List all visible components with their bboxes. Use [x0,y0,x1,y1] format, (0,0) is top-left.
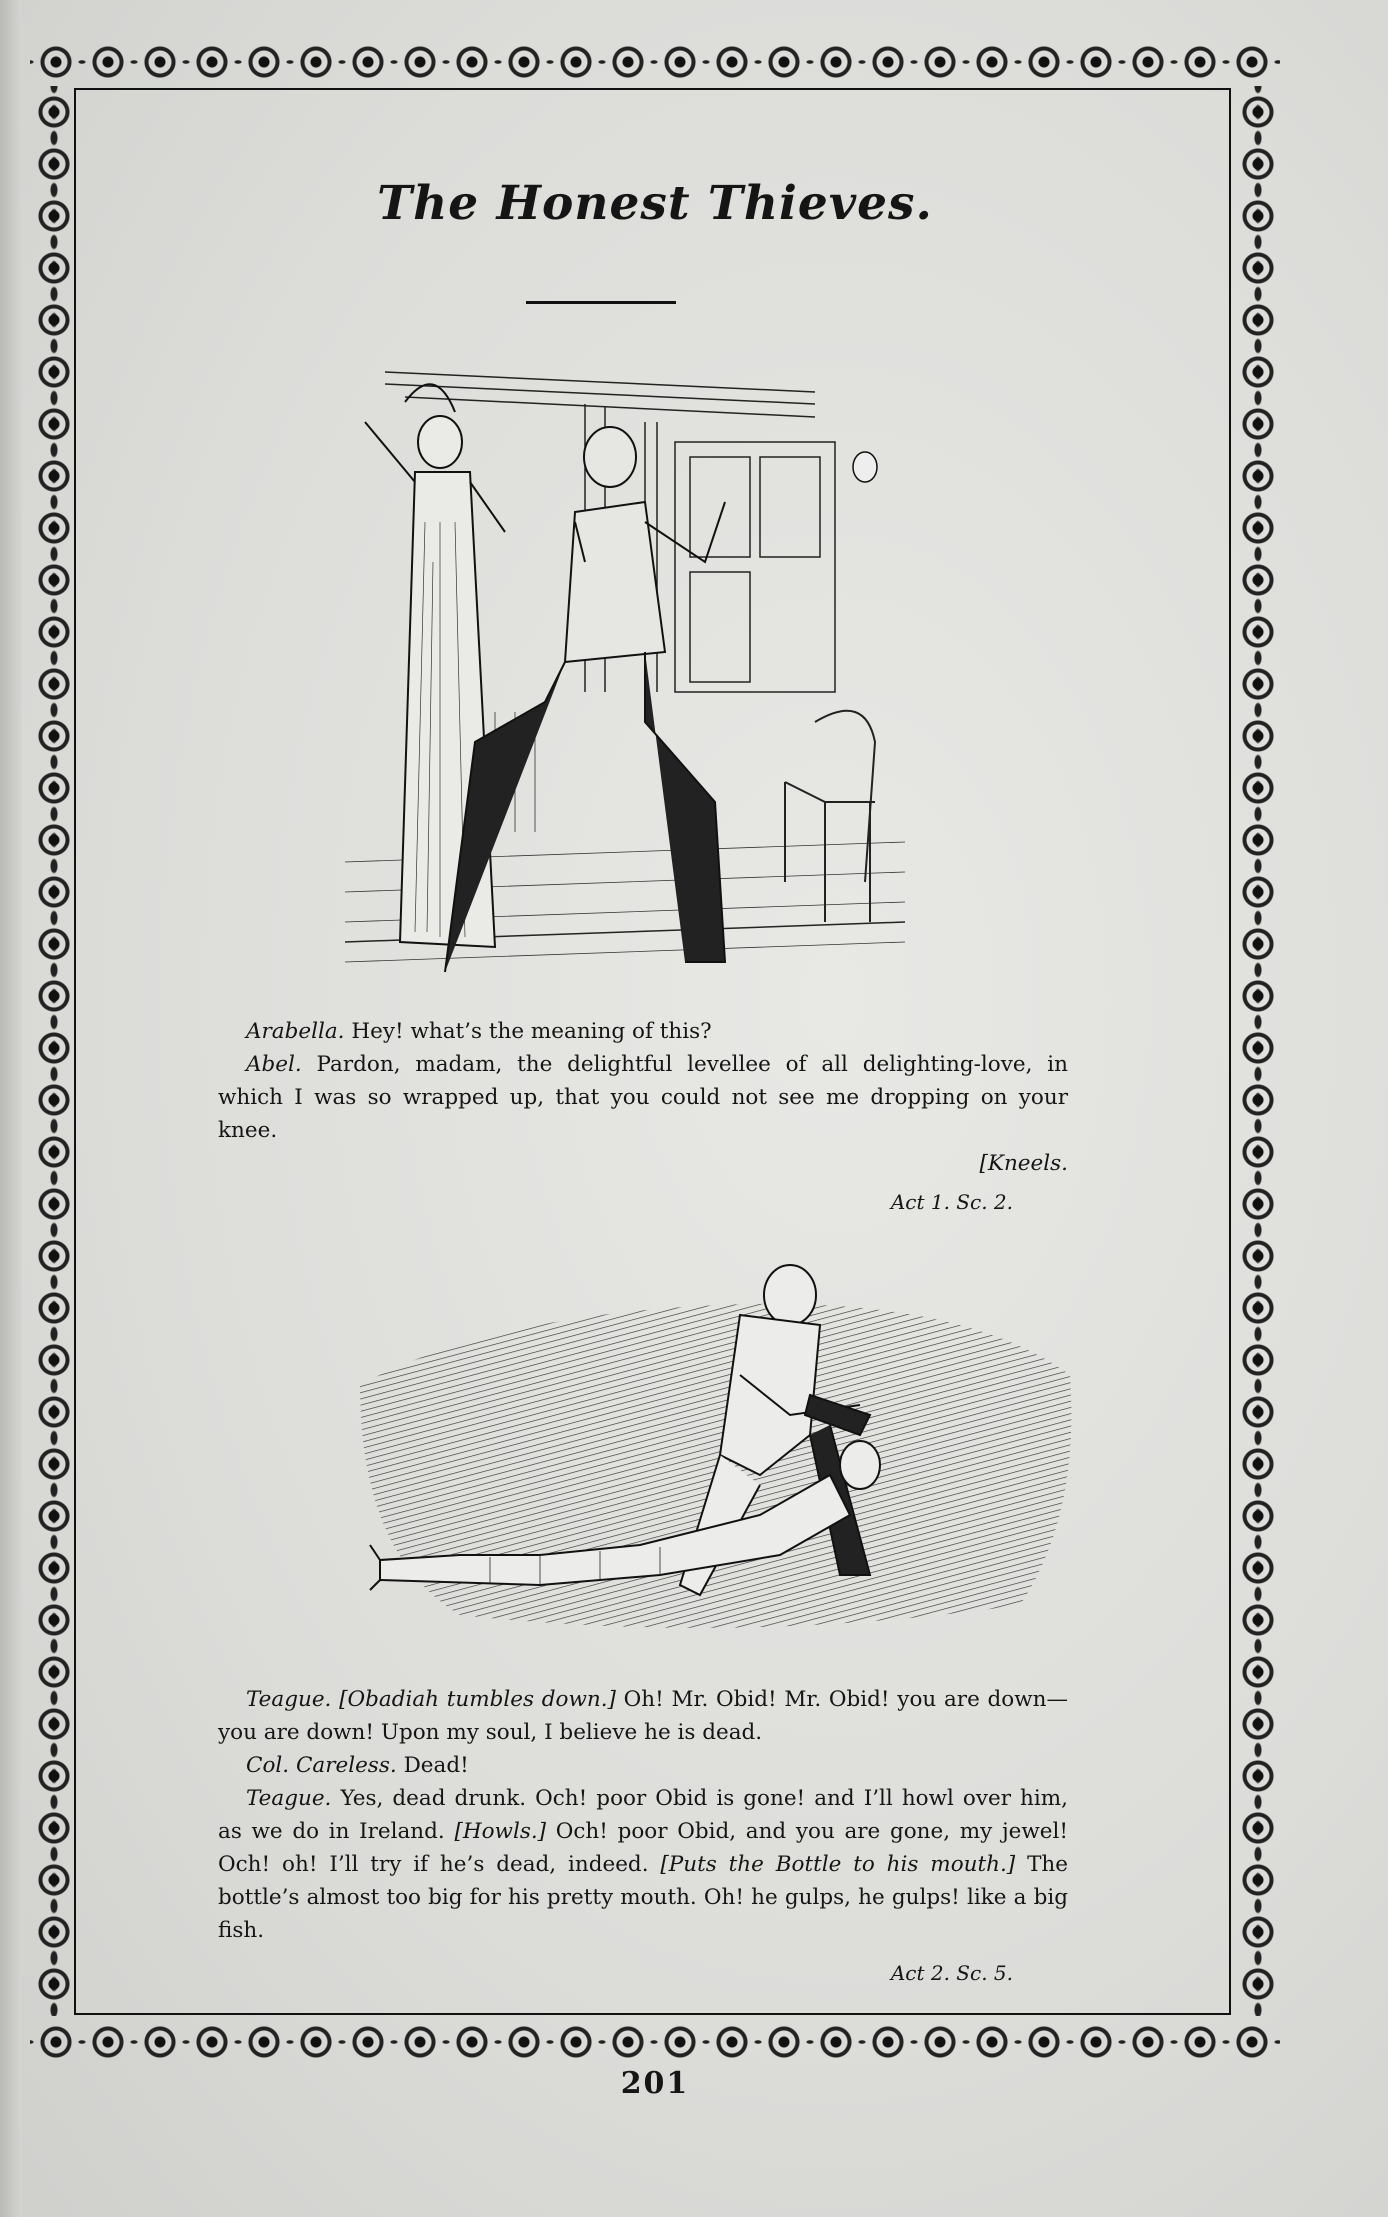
stage-direction-obadiah: [Obadiah tumbles down.] [339,1687,616,1712]
stage-direction-bottle: [Puts the Bottle to his mouth.] [660,1852,1016,1877]
teague-line-2a: Yes, dead drunk. Och! poor Obid is gone! and I’ll howl over him, as we do in Ireland. [218,1786,1068,1844]
teague-line-2b: Och! poor Obid, and you are gone, my jewel! Och! oh! I’ll try if he’s dead, indeed. [218,1819,1068,1877]
stage-direction-kneels: [Kneels. [979,1151,1068,1176]
page-title: The Honest Thieves. [377,176,933,231]
engraving-kneeling-svg [345,362,905,982]
teague-line-1: Oh! Mr. Obid! Mr. Obid! you are down—you are down! Upon my soul, I believe he is dead. [218,1687,1068,1745]
scene1-act-reference: Act 1. Sc. 2. [890,1190,1013,1214]
speaker-careless: Col. Careless. [246,1753,397,1778]
page-gutter-edge [0,0,22,2217]
engraving-kneeling-scene [345,362,905,982]
title-rule [526,301,676,304]
scene1-dialogue [218,1015,1068,1219]
scene2-act-reference: Act 2. Sc. 5. [890,1961,1013,1985]
engraving-bottle-svg [340,1255,1090,1655]
page-number: 201 [620,2066,690,2101]
ornamental-border-right [1236,86,1280,2016]
speaker-abel: Abel. [246,1052,302,1077]
speaker-teague-2: Teague. [246,1786,332,1811]
scene2-dialogue [218,1683,1068,1990]
ornamental-border-left [32,86,76,2016]
abel-line: Pardon, madam, the delightful levellee of all delighting-love, in which I was so wrapped up, that you could not see me dropping on your knee. [218,1052,1068,1143]
arabella-line: Hey! what’s the meaning of this? [351,1019,712,1044]
ornamental-border-bottom [30,2020,1280,2064]
speaker-teague: Teague. [246,1687,332,1712]
stage-direction-howls: [Howls.] [454,1819,547,1844]
speaker-arabella: Arabella. [246,1019,345,1044]
careless-line: Dead! [403,1753,469,1778]
teague-line-2c: The bottle’s almost too big for his pretty mouth. Oh! he gulps, he gulps! like a big fish. [218,1852,1068,1943]
ornamental-border-top [30,40,1280,84]
engraving-bottle-scene [340,1255,1090,1655]
